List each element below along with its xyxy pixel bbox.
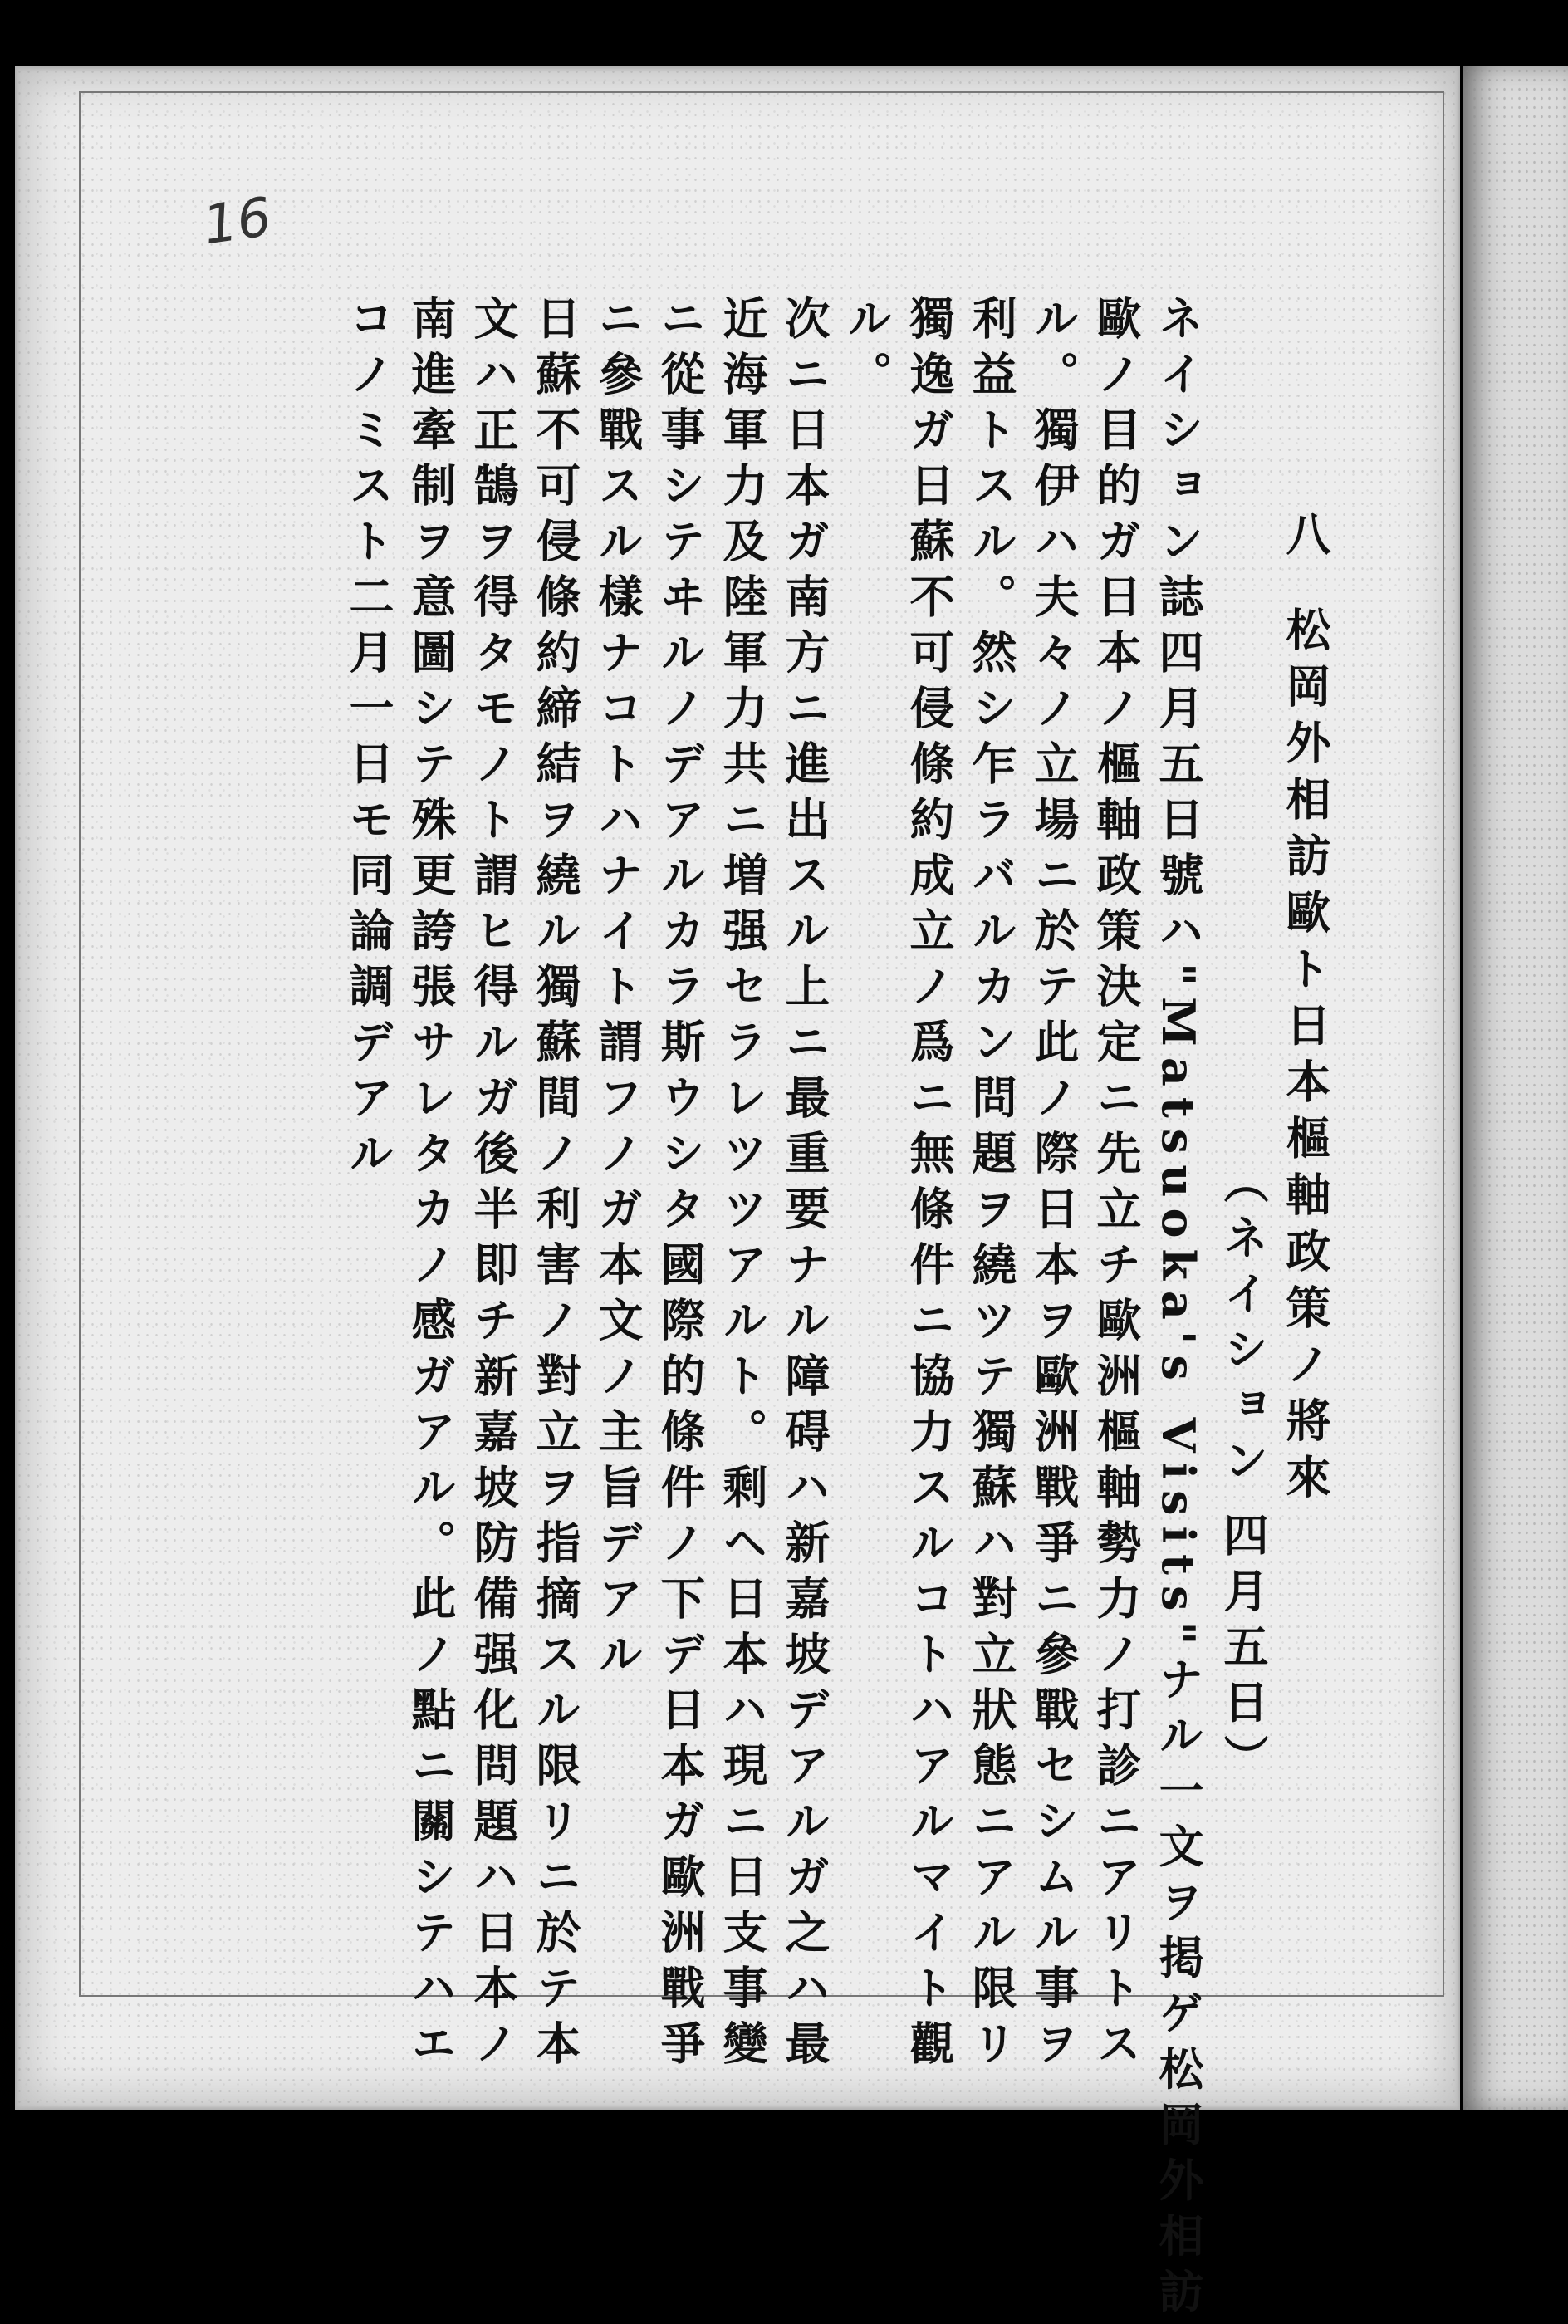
body-column-10: ニ參戰スル樣ナコトハナイト謂フノガ本文ノ主旨デアル — [591, 295, 644, 1686]
body-column-3: ル。獨伊ハ夫々ノ立場ニ於テ此ノ際日本ヲ歐洲戰爭ニ參戰セシムル事ヲ — [1027, 295, 1080, 2076]
body-column-14: コノミスト二月一日モ同論調デアル — [342, 295, 395, 1185]
body-column-2: 歐ノ目的ガ日本ノ樞軸政策決定ニ先立チ歐洲樞軸勢力ノ打診ニアリトス — [1090, 295, 1143, 2076]
body-column-1: ネイション誌四月五日號ハ"Matsuoka's Visits"ナル一文ヲ掲ゲ松岡外相訪 — [1152, 295, 1205, 2324]
body-column-13: 南進牽制ヲ意圖シテ殊更誇張サレタカノ感ガアル。此ノ點ニ關シテハエ — [404, 295, 458, 2076]
source-publication: （ネイション — [1217, 1159, 1270, 1493]
body-column-4: 利益トスル。然シ乍ラバルカン問題ヲ繞ツテ獨蘇ハ對立狀態ニアル限リ — [965, 295, 1018, 2076]
body-column-9: ニ從事シテヰルノデアルカラ斯ウシタ國際的條件ノ下デ日本ガ歐洲戰爭 — [654, 295, 707, 2076]
body-column-12: 文ハ正鵠ヲ得タモノト謂ヒ得ルガ後半即チ新嘉坡防備强化問題ハ日本ノ — [467, 295, 520, 2076]
source-date: 四月五日） — [1217, 1512, 1270, 1790]
adjacent-page-texture — [1463, 66, 1568, 2110]
body-column-8: 近海軍力及陸軍力共ニ増强セラレツツアルト。剩ヘ日本ハ現ニ日支事變 — [716, 295, 769, 2076]
handwritten-page-number: 16 — [199, 186, 276, 257]
body-column-7: 次ニ日本ガ南方ニ進出スル上ニ最重要ナル障碍ハ新嘉坡デアルガ之ハ最 — [778, 295, 831, 2076]
body-column-11: 日蘇不可侵條約締結ヲ繞ル獨蘇間ノ利害ノ對立ヲ指摘スル限リニ於テ本 — [529, 295, 582, 2076]
body-column-5: 獨逸ガ日蘇不可侵條約成立ノ爲ニ無條件ニ協力スルコトハアルマイト觀 — [903, 295, 956, 2076]
body-column-6: ル。 — [840, 295, 894, 406]
adjacent-page-edge — [1463, 66, 1568, 2110]
section-title: 松岡外相訪歐ト日本樞軸政策ノ將來 — [1279, 606, 1332, 1510]
section-number: 八 — [1279, 511, 1332, 566]
